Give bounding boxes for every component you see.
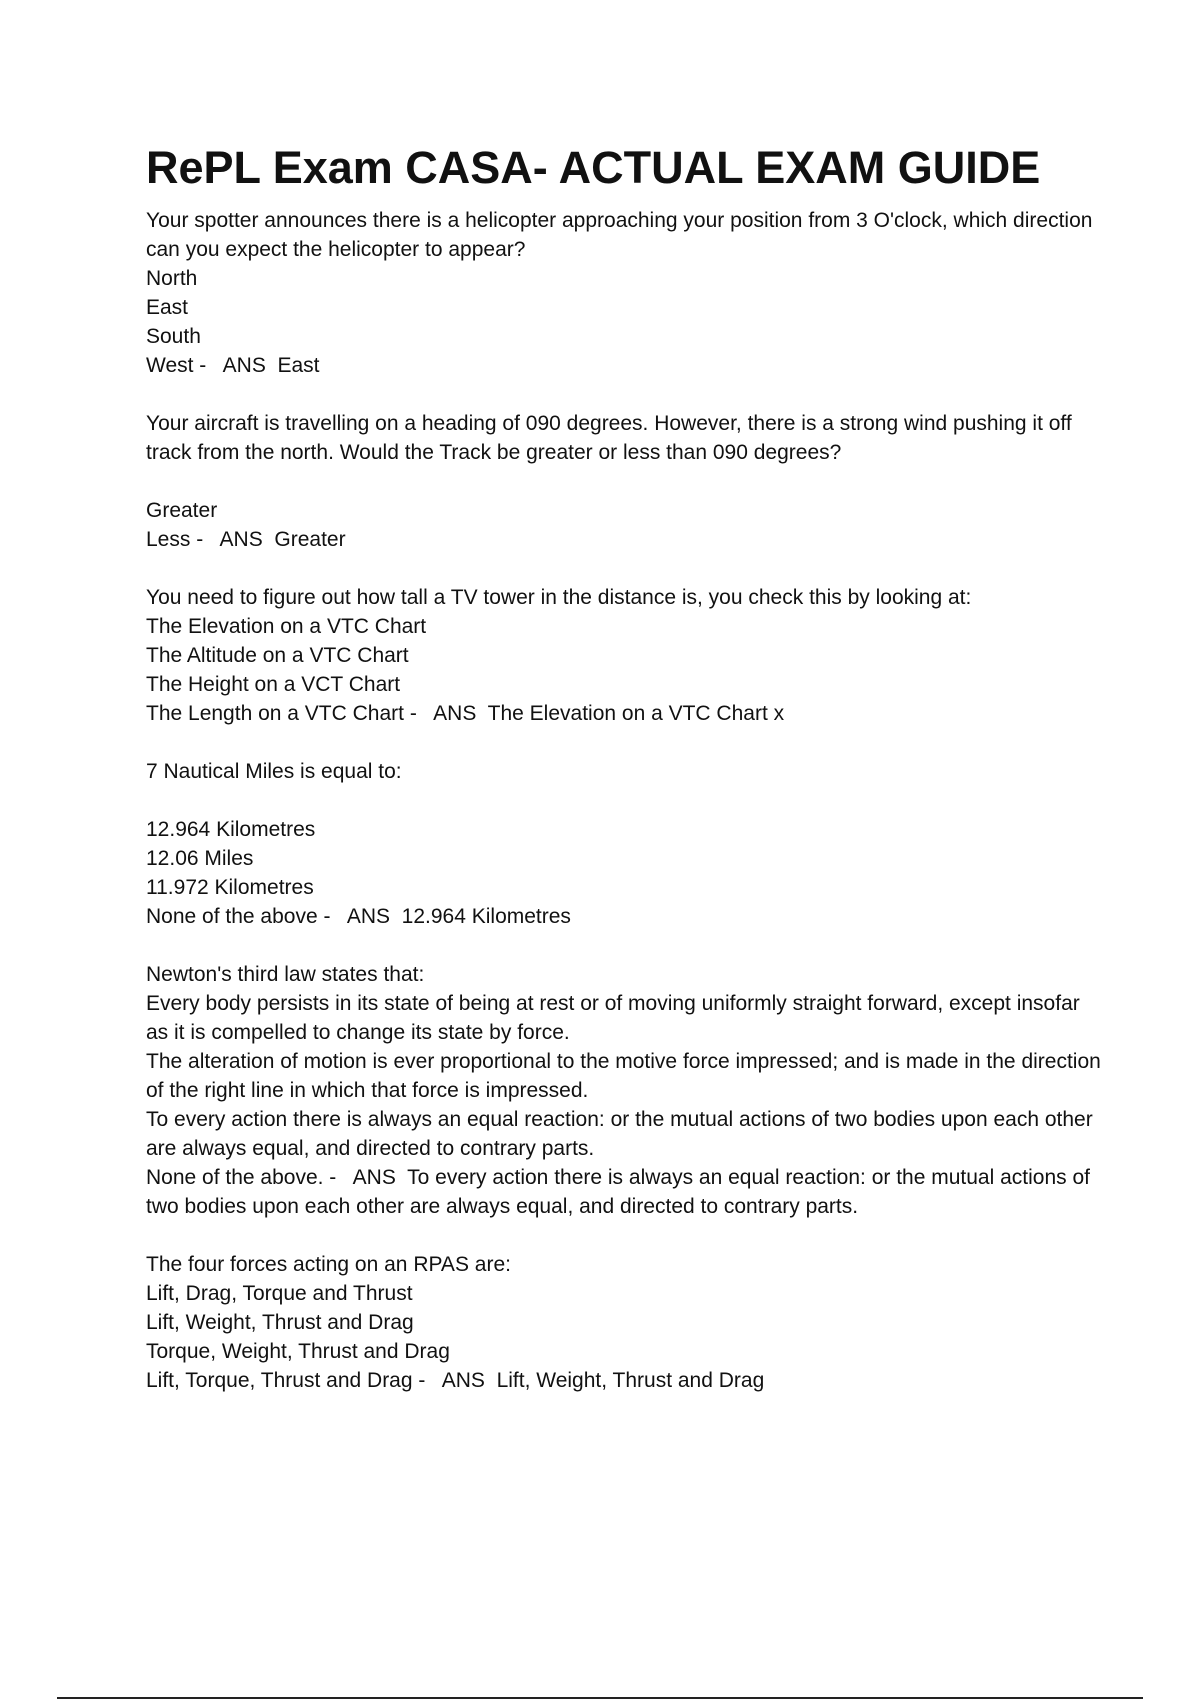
correct-answer: Greater bbox=[274, 528, 346, 551]
answer-separator: - ANS bbox=[317, 905, 402, 928]
question-prompt: Your aircraft is travelling on a heading of 090 degrees. However, there is a strong wind pushing it off track from the north. Would the Track be greater or less than 090 degrees? bbox=[146, 412, 1072, 464]
question-block bbox=[146, 409, 1106, 554]
last-option-line bbox=[146, 525, 1106, 554]
correct-answer: 12.964 Kilometres bbox=[401, 905, 571, 928]
answer-option: South bbox=[146, 325, 201, 348]
answer-option: 11.972 Kilometres bbox=[146, 876, 314, 899]
answer-separator: - ANS bbox=[190, 528, 275, 551]
correct-answer: Lift, Weight, Thrust and Drag bbox=[496, 1369, 765, 1392]
answer-option: The Altitude on a VTC Chart bbox=[146, 644, 409, 667]
answer-option: West bbox=[146, 354, 194, 377]
answer-separator: - ANS bbox=[403, 702, 488, 725]
question-prompt: Your spotter announces there is a helicopter approaching your position from 3 O'clock, which direction can you expect the helicopter to appear? bbox=[146, 209, 1093, 261]
question-prompt: The four forces acting on an RPAS are: bbox=[146, 1253, 511, 1276]
answer-separator: - ANS bbox=[193, 354, 278, 377]
answer-option: 12.964 Kilometres bbox=[146, 818, 316, 841]
answer-option: North bbox=[146, 267, 198, 290]
footer-divider bbox=[57, 1697, 1143, 1699]
question-block bbox=[146, 960, 1106, 1221]
correct-answer: To every action there is always an equal reaction: or the mutual actions of two bodies upon each other are always equal, and directed to contrary parts. bbox=[146, 1166, 1090, 1218]
question-block bbox=[146, 583, 1106, 728]
last-option-line bbox=[146, 351, 1106, 380]
answer-option: Torque, Weight, Thrust and Drag bbox=[146, 1340, 450, 1363]
correct-answer: The Elevation on a VTC Chart x bbox=[487, 702, 785, 725]
question-block bbox=[146, 757, 1106, 931]
last-option-line bbox=[146, 699, 1106, 728]
answer-separator: - ANS bbox=[323, 1166, 408, 1189]
answer-option: Lift, Torque, Thrust and Drag bbox=[146, 1369, 413, 1392]
answer-option: None of the above. bbox=[146, 1166, 324, 1189]
last-option-line bbox=[146, 902, 1106, 931]
correct-answer: East bbox=[277, 354, 320, 377]
question-block bbox=[146, 1250, 1106, 1395]
answer-option: Less bbox=[146, 528, 191, 551]
question-block bbox=[146, 206, 1106, 380]
answer-separator: - ANS bbox=[412, 1369, 497, 1392]
last-option-line bbox=[146, 1366, 1106, 1395]
answer-option: Every body persists in its state of being at rest or of moving uniformly straight forward, except insofar as it is compelled to change its state by force. bbox=[146, 992, 1080, 1044]
document-title: RePL Exam CASA- ACTUAL EXAM GUIDE bbox=[146, 142, 1041, 193]
last-option-line bbox=[146, 1163, 1106, 1221]
answer-option: Lift, Weight, Thrust and Drag bbox=[146, 1311, 414, 1334]
document-page bbox=[146, 140, 1106, 1395]
answer-option: Lift, Drag, Torque and Thrust bbox=[146, 1282, 413, 1305]
answer-option: None of the above bbox=[146, 905, 318, 928]
answer-option: Greater bbox=[146, 499, 218, 522]
question-prompt: Newton's third law states that: bbox=[146, 963, 425, 986]
question-prompt: You need to figure out how tall a TV tower in the distance is, you check this by looking at: bbox=[146, 586, 972, 609]
question-prompt: 7 Nautical Miles is equal to: bbox=[146, 760, 402, 783]
answer-option: To every action there is always an equal reaction: or the mutual actions of two bodies upon each other are always equal, and directed to contrary parts. bbox=[146, 1108, 1093, 1160]
answer-option: 12.06 Miles bbox=[146, 847, 254, 870]
answer-option: The alteration of motion is ever proportional to the motive force impressed; and is made in the direction of the right line in which that force is impressed. bbox=[146, 1050, 1101, 1102]
answer-option: The Length on a VTC Chart bbox=[146, 702, 404, 725]
answer-option: The Elevation on a VTC Chart bbox=[146, 615, 427, 638]
answer-option: The Height on a VCT Chart bbox=[146, 673, 401, 696]
answer-option: East bbox=[146, 296, 189, 319]
